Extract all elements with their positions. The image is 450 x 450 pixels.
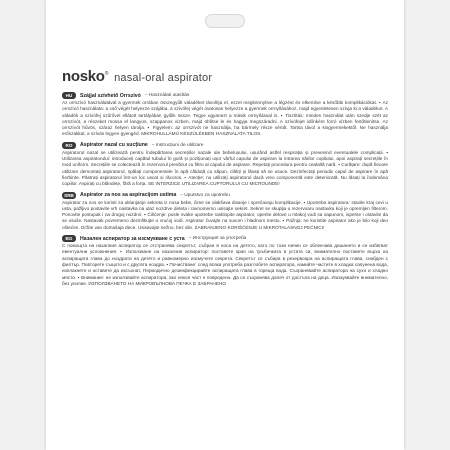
language-badge: BG (62, 235, 76, 242)
section-bg (62, 235, 388, 287)
section-ro (62, 142, 388, 188)
brand-logo: nosko® (62, 68, 109, 85)
section-hu (62, 92, 388, 138)
language-badge: HU (62, 92, 76, 99)
section-header (62, 192, 388, 199)
section-header (62, 235, 388, 242)
instruction-sections (62, 92, 388, 291)
section-body: С помощта на назалния аспиратор се отстранява секретът, събран в носа на детето, като по този начин се облекчава дишането и се избягват евентуални усложнения. ▪ Използване на назалния аспиратор: поставете края на тръбичката в устата си, внимателно поставете върха на аспиращата глава до ноздрата на детето и равномерно изсмучете секрета. Секретът се събира в резервоара на аспиращата глава, снабден с филтър. Повторете същото и с другата ноздра. ▪ Почистване: след всяка употреба разглобете аспиратора, измийте частите в хладка сапунена вода, изплакнете и оставете да изсъхнат. Периодично дезинфекцирайте аспиращата глава в гореща вода. Съхранявайте аспиратора на сухо и хладно място. ▪ Внимание: не използвайте аспиратора, ако някоя част е повредена. Да се съхранява далеч от достъпа на деца. Изсмуквайте внимателно, без усилие. ИЗПОЛЗВАНЕТО НА МИКРОВЪЛНОВА ПЕЧКА Е ЗАБРАНЕНО (62, 243, 388, 286)
section-body: Aspirator za nos se koristi za uklanjanje sekreta iz nosa bebe, čime se olakšava disanje i sprečavaju komplikacije. ▪ Upotreba aspiratora: stavite kraj cevi u usta, pažljivo postavite vrh nastavka na ulaz nozdrve deteta i ravnomerno usisajte sekret. Sekret se skuplja u rezervoaru nastavka koji je opremljen filterom. Ponovite postupak i na drugoj nozdrvi. ▪ Čišćenje: posle svake upotrebe rasklopite aspirator, operite delove u mlakoj vodi sa sapunom, isperite i ostavite da se osuše. Nastavak povremeno dezinfikujte u vrućoj vodi. Aspirator čuvajte na suvom i hladnom mestu. ▪ Pažnja: ne koristite aspirator ako je bilo koji deo oštećen. Držite van domašaja dece. Usisavajte nežno, bez sile. ZABRANJENO KORIŠĆENJE U MIKROTALASNOJ PEĆNICI! (62, 199, 388, 230)
brand-header (62, 68, 388, 85)
section-subtitle: – Instrucțiuni de utilizare (151, 142, 204, 148)
section-header (62, 92, 388, 99)
language-badge: RO (62, 142, 76, 149)
hang-hole (205, 14, 245, 28)
section-title: Aspirator za nos sa aspiracijom ustima (80, 192, 177, 199)
packaging-card (46, 0, 404, 450)
hang-tab (177, 0, 273, 58)
section-srb (62, 192, 388, 231)
section-title: Назален аспиратор за изсмукване с уста (80, 235, 185, 242)
section-header (62, 142, 388, 149)
section-body: Aspiratorul nazal se utilizează pentru îndepărtarea secrețiilor nazale ale bebelușului, ușurând astfel respirația și prevenind eventualele complicații. ▪ Utilizarea aspiratorului: introduceți capătul tubului în gură și poziționați ușor vârful capului de aspirare la intrarea nărilor copilului, apoi aspirați secrețiile în mod uniform. Secrețiile se colectează în rezervorul prevăzut cu filtru al capului de aspirare. Repetați procedura pentru cealaltă nară. ▪ Curățare: după fiecare utilizare demontați aspiratorul, spălați componentele în apă călduță cu săpun, clătiți și lăsați să se usuce. Dezinfectați periodic capul de aspirare în apă fierbinte. Păstrați aspiratorul într-un loc uscat și răcoros. ▪ Atenție: nu utilizați aspiratorul dacă vreo componentă este deteriorată. Nu lăsați la îndemâna copiilor. Aspirați cu blândețe, fără a forța. SE INTERZICE UTILIZAREA CUPTORULUI CU MICROUNDE! (62, 149, 388, 187)
language-badge: SRB (62, 192, 76, 199)
section-title: Aspirator nazal cu sucțiune (80, 142, 148, 149)
section-subtitle: – Uputstvo za upotrebu (180, 192, 230, 198)
product-name: nasal-oral aspirator (114, 72, 213, 84)
section-subtitle: – Használati utasítás (144, 93, 190, 98)
section-title: Szájjal szívhető Orrszívó (80, 92, 141, 99)
section-subtitle: – Инструкция за употреба (188, 236, 247, 242)
section-body: Az orrszívó használatával a gyermek orrában összegyűlt váladéket távolítja el, ezzel megkönnyítve a légzést és elkerülve a későbbi komplikációkat. ▪ Az orrszívó használata: a cső végét helyezze szájába, a szívófej végét óvatosan helyezze a gyermek orrnyílásához, majd egyenletesen szívja ki a váladékot. A váladék a szívófej szűrővel ellátott tartályában gyűlik össze. Tegye ugyanezt a másik orrnyílással is. ▪ Tisztítás: minden használat után szedje szét az orrszívót, a részeket mossa el langyos, szappanos vízben, majd öblítse le és hagyja megszáradni. A szívófejet időnként forró vízben fertőtlenítse. Az orrszívót hűvös, száraz helyen tárolja. ▪ Figyelem: az orrszívót ne használja, ha bármely része sérült. Tartsa távol a kisgyermekektől. Ne használja erőszakkal, a szívás legyen gyengéd. MIKROHULLÁMÚ KÉSZÜLÉKBEN HASZNÁLATA TILOS. (62, 100, 388, 137)
